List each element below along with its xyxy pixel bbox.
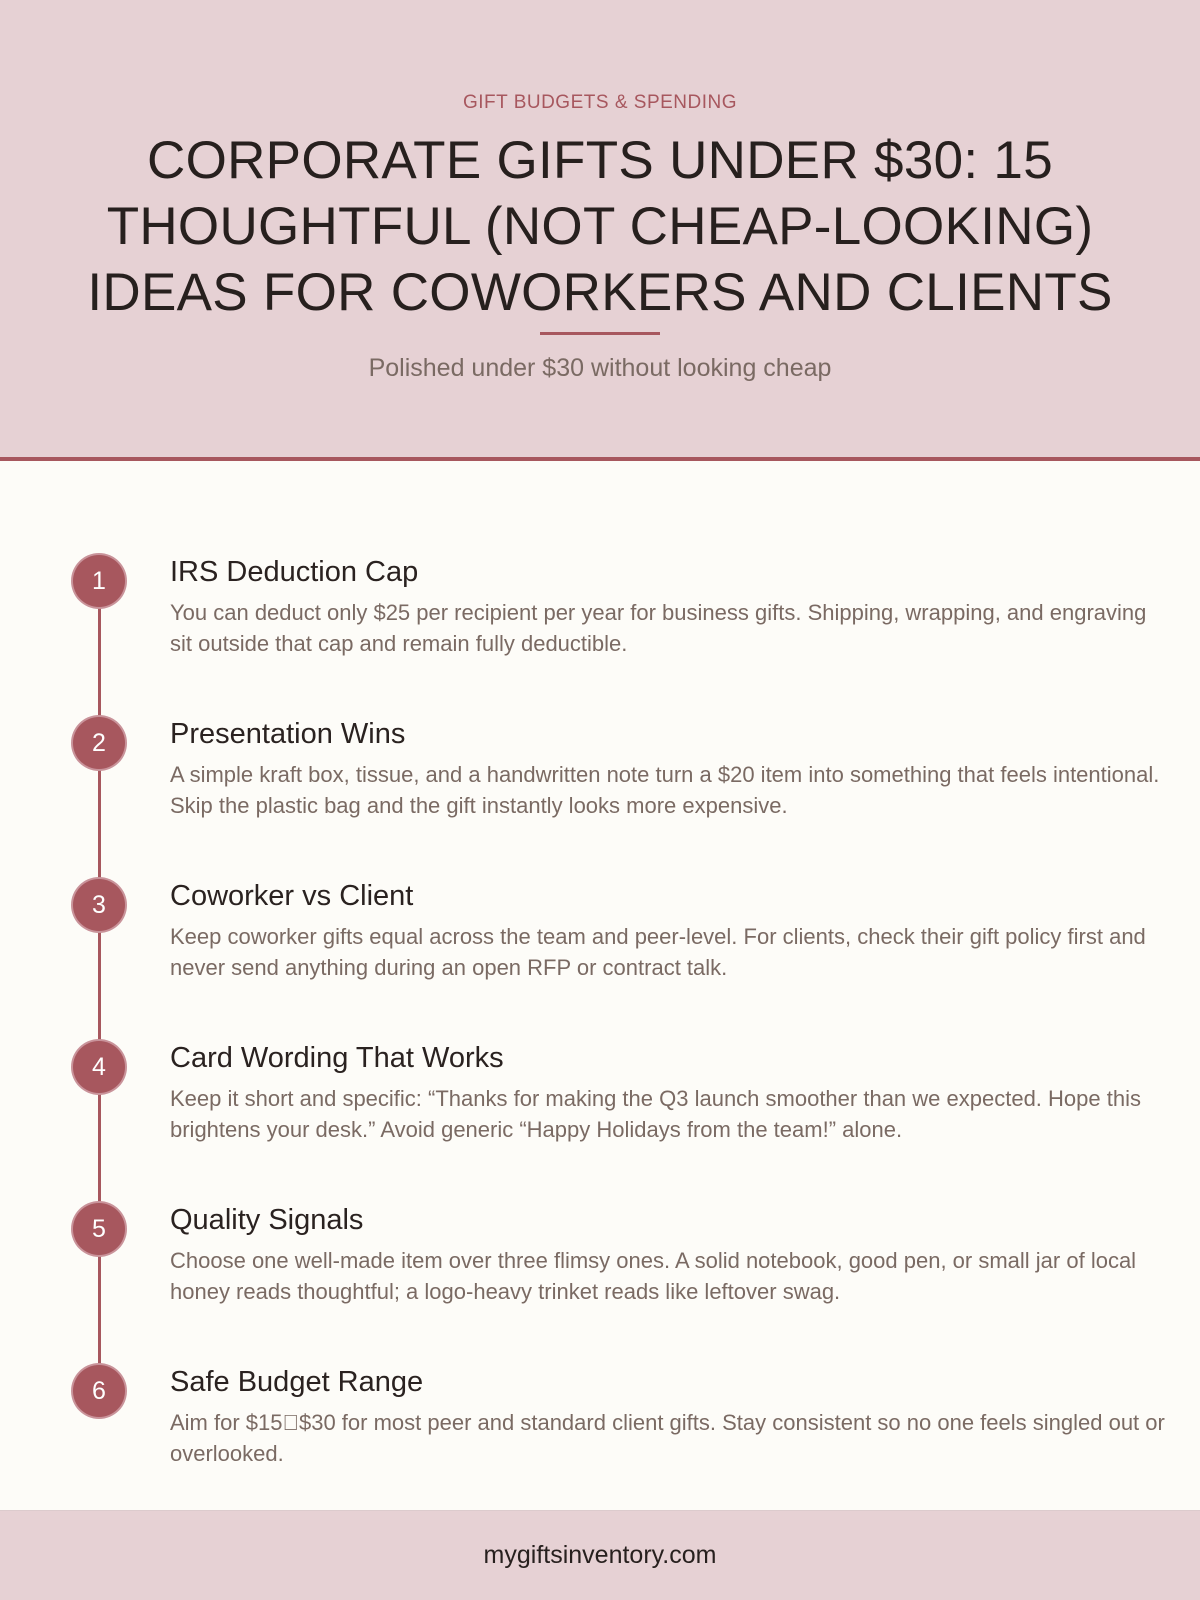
footer-bar [0, 1510, 1200, 1600]
step-number-badge: 6 [73, 1365, 125, 1417]
step-number-badge: 2 [73, 717, 125, 769]
timeline-item [0, 947, 1200, 1142]
page-title: CORPORATE GIFTS UNDER $30: 15 THOUGHTFUL (NOT CHEAP-LOOKING) IDEAS FOR COWORKERS AND CLIENTS [87, 131, 1113, 322]
item-title: Card Wording That Works [170, 1042, 504, 1074]
step-number-badge: 5 [73, 1203, 125, 1255]
page-subtitle: Polished under $30 without looking cheap [368, 354, 832, 382]
step-number-badge: 3 [73, 879, 125, 931]
timeline-item [0, 623, 1200, 818]
title-divider [540, 332, 660, 335]
item-title: Presentation Wins [170, 718, 406, 750]
tips-timeline [0, 461, 1200, 1510]
item-description: A simple kraft box, tissue, and a handwritten note turn a $20 item into something that feels intentional. Skip the plastic bag and the gift instantly looks more expensive. [170, 762, 1160, 818]
timeline-item [0, 461, 1200, 656]
item-description: Keep it short and specific: “Thanks for making the Q3 launch smoother than we expected. Hope this brightens your desk.” Avoid generic “Happy Holidays from the team!” alone. [170, 1086, 1141, 1142]
item-description: Keep coworker gifts equal across the team and peer-level. For clients, check their gift policy first and never send anything during an open RFP or contract talk. [170, 924, 1146, 980]
step-number-badge: 1 [73, 555, 125, 607]
item-description: You can deduct only $25 per recipient per year for business gifts. Shipping, wrapping, and engraving sit outside that cap and remain fully deductible. [170, 600, 1147, 656]
step-number-badge: 4 [73, 1041, 125, 1093]
item-title: Coworker vs Client [170, 880, 414, 912]
category-label: GIFT BUDGETS & SPENDING [462, 92, 738, 113]
item-description: Aim for $15 $30 for most peer and standard client gifts. Stay consistent so no one feels singled out or overlooked. [170, 1410, 1165, 1466]
header-banner [0, 0, 1200, 461]
timeline-item [0, 1109, 1200, 1304]
footer-site-link[interactable]: mygiftsinventory.com [483, 1541, 717, 1569]
item-description: Choose one well-made item over three flimsy ones. A solid notebook, good pen, or small jar of local honey reads thoughtful; a logo-heavy trinket reads like leftover swag. [170, 1248, 1137, 1304]
timeline-item [0, 1271, 1200, 1466]
item-title: IRS Deduction Cap [170, 556, 419, 588]
item-title: Safe Budget Range [170, 1366, 424, 1398]
item-title: Quality Signals [170, 1204, 364, 1236]
timeline-item [0, 785, 1200, 980]
